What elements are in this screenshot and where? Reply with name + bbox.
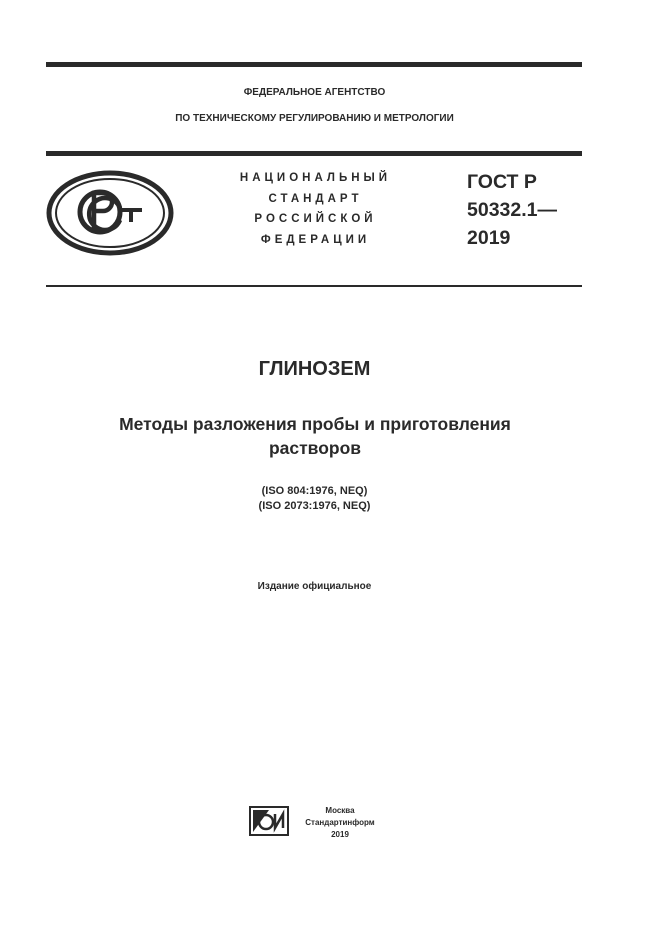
top-rule xyxy=(46,62,582,67)
subtitle-line-2: растворов xyxy=(268,438,362,458)
publisher-name: Стандартинформ xyxy=(305,818,375,827)
standard-type-line-4: ФЕДЕРАЦИИ xyxy=(260,234,371,246)
gost-designation-line-2: 50332.1— xyxy=(467,199,557,221)
gost-designation-line-1: ГОСТ Р xyxy=(467,171,537,193)
standard-type-line-1: НАЦИОНАЛЬНЫЙ xyxy=(239,172,392,184)
official-edition-label: Издание официальное xyxy=(257,581,372,592)
standard-type-line-2: СТАНДАРТ xyxy=(268,193,363,205)
publisher-city: Москва xyxy=(325,806,355,815)
iso-reference-2: (ISO 2073:1976, NEQ) xyxy=(258,500,371,512)
publisher-year: 2019 xyxy=(331,830,349,839)
subtitle-line-1: Методы разложения пробы и приготовления xyxy=(119,414,511,434)
rst-logo-icon xyxy=(46,170,174,256)
iso-reference-1: (ISO 804:1976, NEQ) xyxy=(261,485,368,497)
standard-type-line-3: РОССИЙСКОЙ xyxy=(254,213,377,225)
standartinform-logo-icon xyxy=(249,806,289,836)
gost-designation-line-3: 2019 xyxy=(467,227,511,249)
agency-line-1: ФЕДЕРАЛЬНОЕ АГЕНТСТВО xyxy=(243,87,386,98)
header-rule xyxy=(46,151,582,156)
document-title: ГЛИНОЗЕМ xyxy=(258,358,371,380)
agency-line-2: ПО ТЕХНИЧЕСКОМУ РЕГУЛИРОВАНИЮ И МЕТРОЛОГИИ xyxy=(175,113,454,124)
designation-rule xyxy=(46,285,582,287)
document-subtitle xyxy=(80,412,550,460)
